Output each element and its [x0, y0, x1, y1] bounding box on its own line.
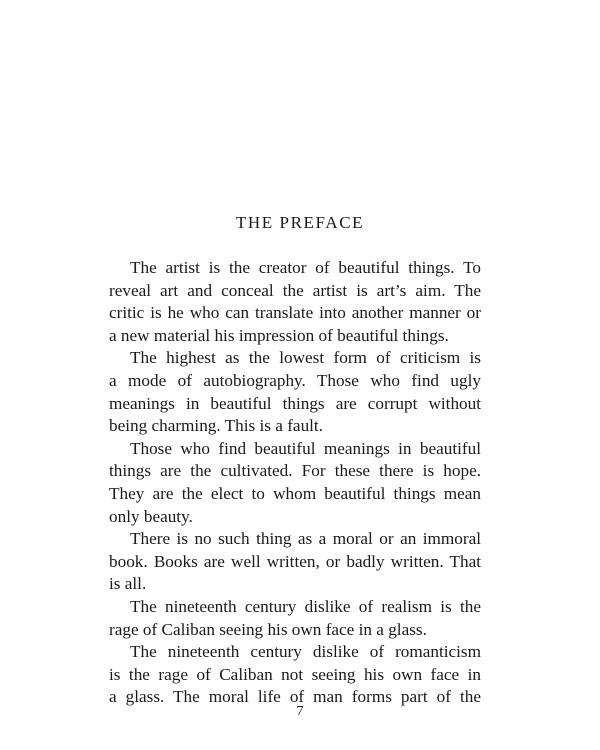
chapter-title: THE PREFACE: [235, 213, 365, 232]
text-line: things are the cultivated. For these there is hope.: [109, 461, 481, 481]
text-line: Those who find beautiful meanings in beautiful: [130, 438, 481, 458]
text-line: being charming. This is a fault.: [109, 416, 324, 436]
text-line: The artist is the creator of beautiful things. To: [130, 258, 481, 277]
text-line: The nineteenth century dislike of realism is the: [130, 596, 481, 616]
text-line: The highest as the lowest form of criticism is: [130, 348, 481, 368]
text-line: only beauty.: [109, 506, 193, 526]
page-number: 7: [296, 704, 304, 719]
text-line: a new material his impression of beautiful things.: [109, 325, 449, 345]
text-line: reveal art and conceal the artist is art’s aim. The: [109, 280, 481, 300]
paragraph-5: [109, 596, 481, 641]
paragraph-2: [109, 347, 481, 437]
text-line: rage of Caliban seeing his own face in a glass.: [109, 619, 427, 639]
preface-body: [109, 257, 481, 709]
paragraph-6: [109, 641, 481, 709]
paragraph-1: [109, 257, 481, 347]
text-line: There is no such thing as a moral or an immoral: [130, 529, 481, 549]
text-line: meanings in beautiful things are corrupt without: [109, 393, 481, 413]
text-line: book. Books are well written, or badly written. That: [109, 551, 481, 571]
text-line: The nineteenth century dislike of romanticism: [130, 642, 481, 662]
text-line: is the rage of Caliban not seeing his own face in: [109, 664, 481, 684]
text-line: They are the elect to whom beautiful things mean: [109, 483, 481, 503]
text-line: a glass. The moral life of man forms part of the: [109, 687, 481, 707]
text-line: is all.: [109, 574, 147, 594]
text-line: a mode of autobiography. Those who find ugly: [109, 370, 481, 390]
paragraph-3: [109, 438, 481, 528]
text-line: critic is he who can translate into another manner or: [109, 303, 481, 323]
paragraph-4: [109, 528, 481, 596]
